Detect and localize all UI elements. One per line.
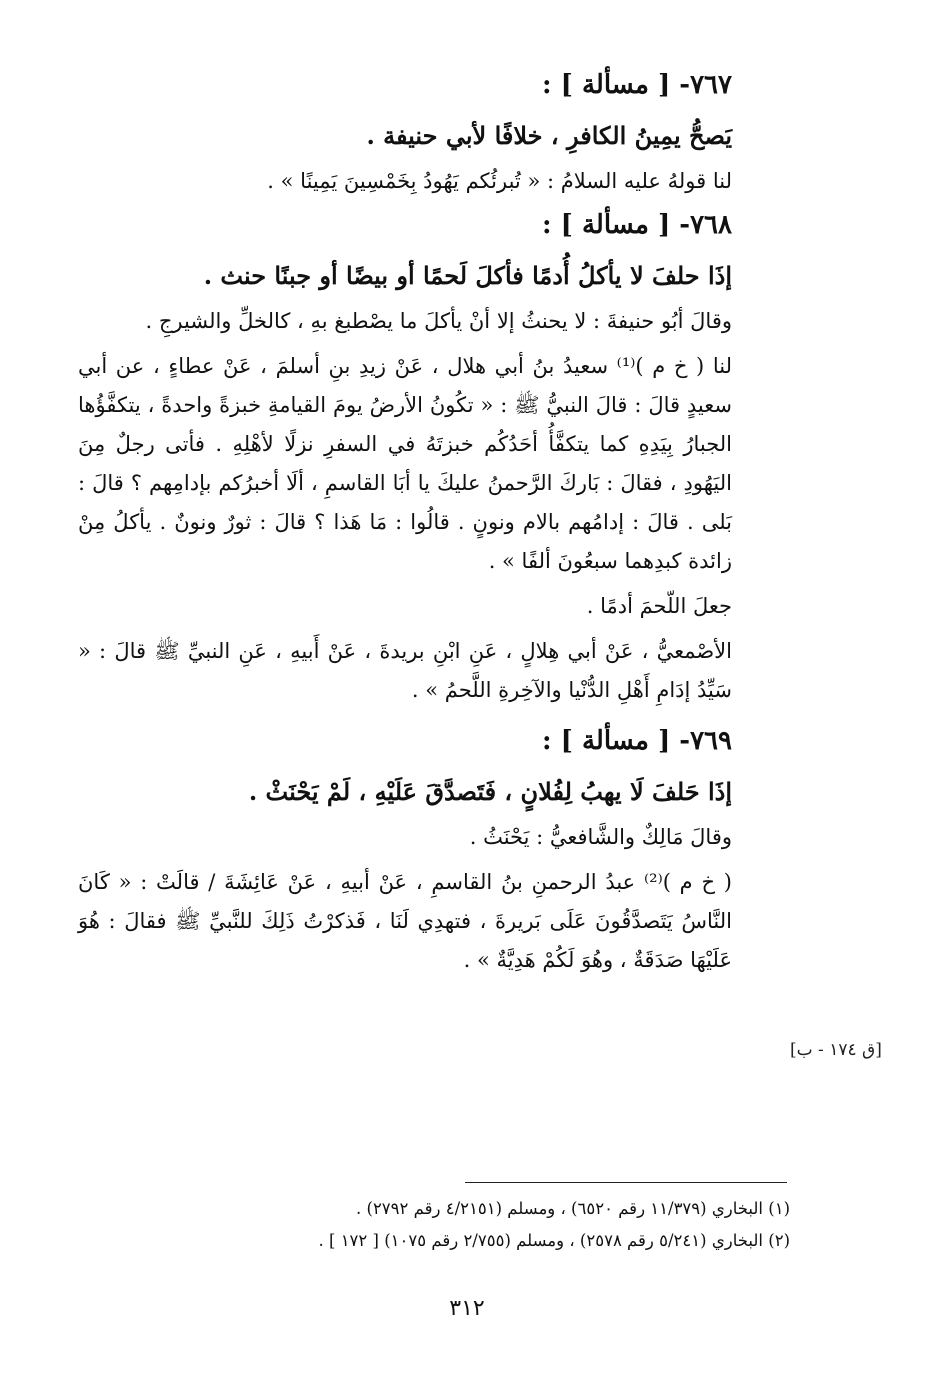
opposing-view-769: وقالَ مَالِكٌ والشَّافعيُّ : يَحْنَثُ . (469, 825, 732, 849)
page-body (78, 60, 732, 986)
issue-heading-769: ٧٦٩- [ مسألة ] : (541, 726, 732, 756)
hadith-768-1: لنا ( خ م )⁽¹⁾ سعيدُ بنُ أبي هلال ، عَنْ زيدِ بنِ أسلمَ ، عَنْ عطاءٍ ، عن أبي سعيدٍ قالَ : قالَ النبيُّ ﷺ : « تكُونُ الأرضُ يومَ القيامةِ خبزةً واحدةً ، يتكفَّؤُها الجبارُ بِيَدِهِ كما يتكفَّأُ أحَدُكُم خبزتَهُ في السفرِ نزلًا لأهْلِهِ . فأتى رجلٌ مِنَ اليَهُودِ ، فقالَ : بَاركَ الرَّحمنُ عليكَ يا أبَا القاسمِ ، ألَا أخبرُكم بإدامِهم ؟ قالَ : بَلى . قالَ : إدامُهم بالام ونونٍ . قالُوا : مَا هَذا ؟ قالَ : ثورٌ ونونٌ . يأكلُ مِنْ زائدة كبدِهما سبعُونَ ألفًا » . (78, 354, 732, 573)
footnotes (130, 1193, 790, 1257)
conclusion-768: جعلَ اللّحمَ أدمًا . (586, 594, 732, 618)
issue-rule-767: يَصحُّ يمِينُ الكافرِ ، خلافًا لأبي حنيفة . (366, 121, 732, 150)
footnote-1: (١) البخاري (١١/٣٧٩ رقم ٦٥٢٠) ، ومسلم (٤/٢١٥١ رقم ٢٧٩٢) . (356, 1199, 790, 1218)
issue-heading-768: ٧٦٨- [ مسألة ] : (541, 210, 732, 240)
manuscript-folio-note: [ق ١٧٤ - ب] (790, 1040, 882, 1060)
hadith-769: ( خ م )⁽²⁾ عبدُ الرحمنِ بنُ القاسمِ ، عَنْ أبيهِ ، عَنْ عَائِشَةَ / قالَتْ : « كَانَ النَّاسُ يَتَصدَّقُونَ عَلَى بَريرةَ ، فتهدِي لَنَا ، فَذكرْتُ ذَلِكَ للنَّبيِّ ﷺ فقالَ : هُوَ عَلَيْهَا صَدَقَةٌ ، وهُوَ لَكُمْ هَدِيَّةٌ » . (78, 870, 732, 972)
issue-heading-767: ٧٦٧- [ مسألة ] : (541, 70, 732, 100)
issue-rule-769: إذَا حَلفَ لَا يهبُ لِفُلانٍ ، فَتَصدَّقَ عَلَيْهِ ، لَمْ يَحْنَثْ . (248, 777, 732, 806)
footnote-2: (٢) البخاري (٥/٢٤١ رقم ٢٥٧٨) ، ومسلم (٢/٧٥٥ رقم ١٠٧٥) [ ١٧٢ ] . (318, 1231, 790, 1250)
evidence-767: لنا قولهُ عليه السلامُ : « تُبرئُكم يَهُودُ بِخَمْسِينَ يَمِينًا » . (267, 169, 732, 193)
footnote-divider (465, 1182, 787, 1183)
opposing-view-768: وقالَ أبُو حنيفةَ : لا يحنثُ إلا أنْ يأكلَ ما يصْطبغ بهِ ، كالخلِّ والشيرجِ . (145, 309, 732, 333)
issue-rule-768: إذَا حلفَ لا يأكلُ أُدمًا فأكلَ لَحمًا أو بيضًا أو جبنًا حنث . (203, 261, 732, 290)
hadith-768-2: الأصْمعيُّ ، عَنْ أبي هِلالٍ ، عَنِ ابْنِ بريدةَ ، عَنْ أَبيهِ ، عَنِ النبيِّ ﷺ قالَ : « سَيِّدُ إدَامِ أَهْلِ الدُّنْيا والآخِرةِ اللَّحمُ » . (78, 639, 732, 702)
page-number: ٣١٢ (449, 1296, 485, 1321)
